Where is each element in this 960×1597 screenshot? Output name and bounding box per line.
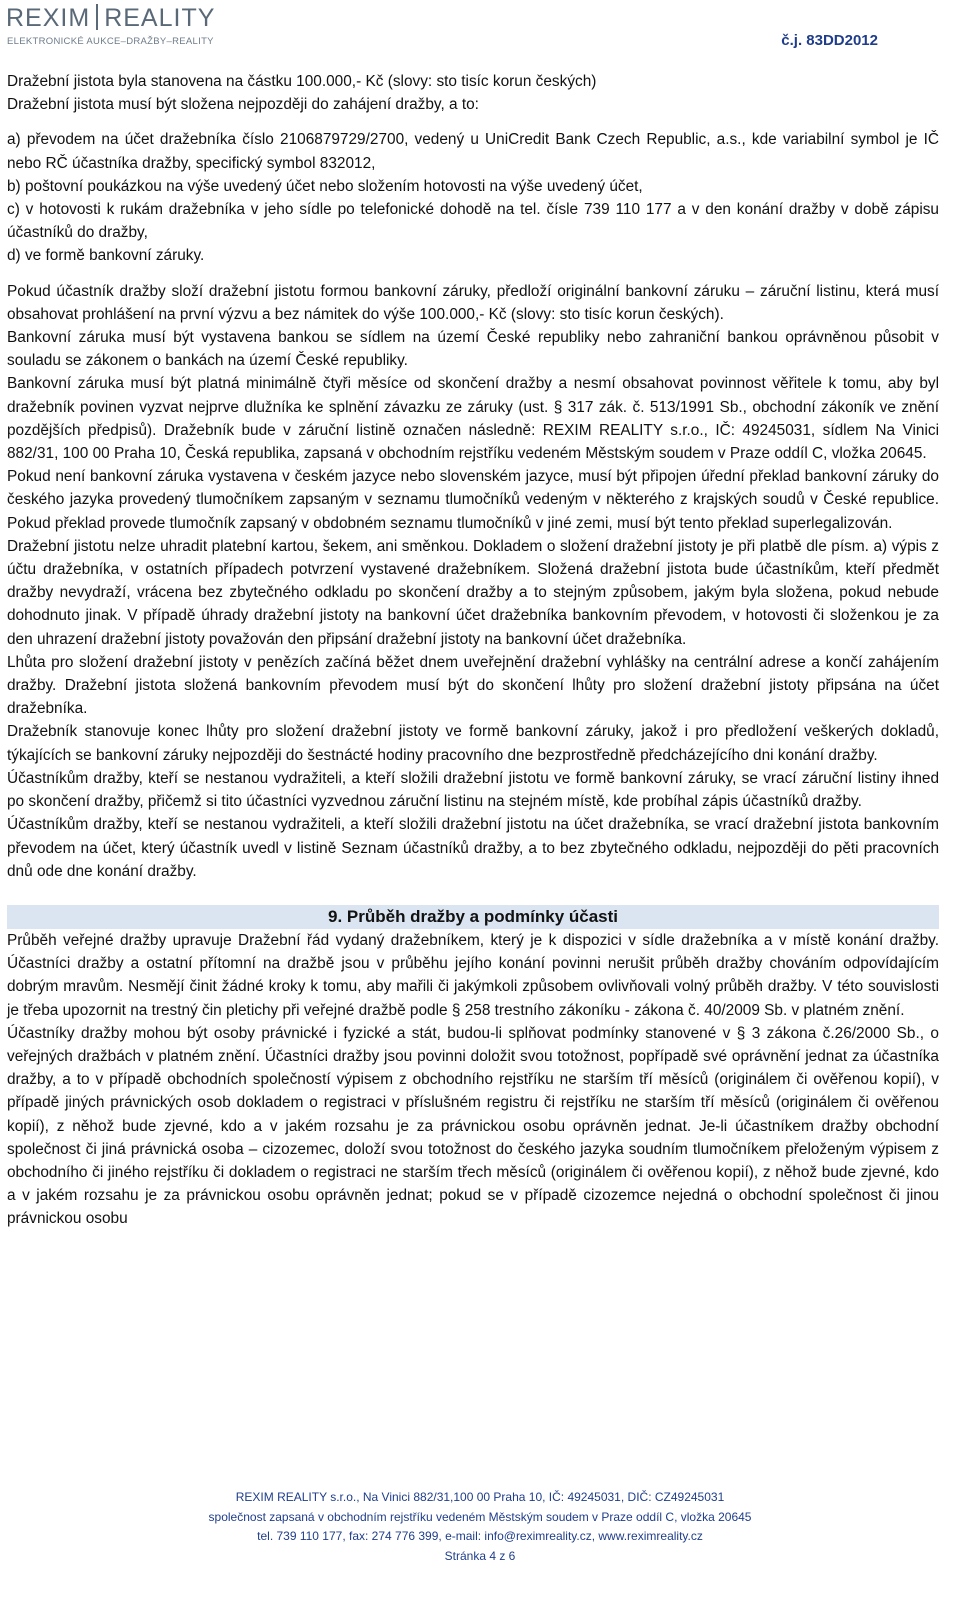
paragraph-guarantee-issuer: Bankovní záruka musí být vystavena bankou se sídlem na území České republiky nebo zahraniční bankou oprávněnou působit v souladu se zákonem o bankách na území České republiky.	[7, 329, 939, 370]
page-number: Stránka 4 z 6	[444, 1548, 516, 1563]
paragraph-deadline: Lhůta pro složení dražební jistoty v penězích začíná běžet dnem uveřejnění dražební vyhlášky na centrální adrese a končí zahájením dražby. Dražební jistota složená bankovním převodem musí být do skončení lhůty pro složení dražební jistoty připsána na účet dražebníka.	[7, 653, 939, 718]
paragraph-guarantee-return: Účastníkům dražby, kteří se nestanou vydražiteli, a kteří složili dražební jistotu ve formě bankovní záruky, se vrací záruční listiny ihned po skončení dražby, přičemž si tito účastníci vyzvednou záruční listinu na stejném místě, kde probíhal zápis účastníků dražby.	[7, 769, 939, 811]
spacer	[7, 116, 939, 128]
paragraph-auction-process: Průběh veřejné dražby upravuje Dražební řád vydaný dražebníkem, který je k dispozici v sídle dražebníka a v místě konání dražby. Účastníci dražby a ostatní přítomní na dražbě jsou v průběhu jejího konání povinni nerušit průběh dražby chováním odpovídajícím dobrým mravům. Nesmějí činit žádné kroky k tomu, aby mařili či jakýmkoli způsobem ovlivňovali volný průběh dražby. V této souvislosti je třeba upozornit na trestný čin pletichy při veřejné dražbě podle § 258 trestního zákoníku - zákona č. 40/2009 Sb. v platném znění.	[7, 931, 939, 1019]
document-body	[7, 70, 939, 1231]
page-footer	[0, 1488, 960, 1566]
section-heading: 9. Průběh dražby a podmínky účasti	[7, 905, 939, 929]
page-header	[0, 0, 960, 60]
logo-wordmark	[6, 4, 246, 33]
paragraph-deposit-return: Účastníkům dražby, kteří se nestanou vydražiteli, a kteří složili dražební jistotu na účet dražebníka, se vrací dražební jistota bankovním převodem na účet, který účastník uvedl v listině Seznam účastníků dražby, a to bez zbytečného odkladu, nejpozději do pěti pracovních dnů ode dne konání dražby.	[7, 816, 939, 880]
payment-option-d: d) ve formě bankovní záruky.	[7, 247, 205, 265]
paragraph-payment-restrictions: Dražební jistotu nelze uhradit platební kartou, šekem, ani směnkou. Dokladem o složení dražební jistoty je při platbě dle písm. a) výpis z účtu dražebníka, v ostatních případech potvrzení vystavené dražebníkem. Složená dražební jistota bude účastníkům, kteří předmět dražby nevydraží, vrácena bez zbytečného odkladu po skončení dražby a to stejným způsobem, jakým byla složena, pokud nebude dohodnuto jinak. V případě úhrady dražební jistoty na bankovní účet dražebníka bankovním převodem, v hotovosti či složenkou je za den uhrazení dražební jistoty považován den připsání dražební jistoty na bankovní účet dražebníka.	[7, 537, 939, 648]
payment-option-a: a) převodem na účet dražebníka číslo 2106879729/2700, vedený u UniCredit Bank Czech Republic, a.s., kde variabilní symbol je IČ nebo RČ účastníka dražby, specifický symbol 832012,	[7, 131, 939, 172]
paragraph-guarantee-deadline: Dražebník stanovuje konec lhůty pro složení dražební jistoty ve formě bankovní záruky, jakož i pro předložení veškerých dokladů, týkajících se bankovní záruky nejpozději do šestnácté hodiny pracovního dne bezprostředně předcházejícího dni konání dražby.	[7, 723, 939, 764]
paragraph-participants: Účastníky dražby mohou být osoby právnické i fyzické a stát, budou-li splňovat podmínky stanovené v § 3 zákona č.26/2000 Sb., o veřejných dražbách v platném znění. Účastníci dražby jsou povinni doložit svou totožnost, popřípadě své oprávnění jednat za účastníka dražby, a to v případě obchodních společností výpisem z obchodního rejstříku ne starším tří měsíců (originálem či ověřenou kopií), v případě jiných právnických osob dokladem o registraci v příslušném registru či rejstříku ne starším tří měsíců (originálem či ověřenou kopií), z něhož bude zjevné, kdo a v jakém rozsahu je za právnickou osobu oprávněn jednat. Je-li účastníkem dražby obchodní společnost či jiná právnická osoba – cizozemec, doloží svou totožnost do českého jazyka soudním tlumočníkem přeloženým výpisem z obchodního či jiného rejstříku či dokladem o registraci ne starším třech měsíců (originálem či ověřenou kopií), z něhož bude zjevné, kdo a v jakém rozsahu je za právnickou osobu oprávněn jednat; pokud se v případě cizozemce nejedná o obchodní společnost či jinou právnickou osobu	[7, 1024, 939, 1228]
paragraph-bank-guarantee: Pokud účastník dražby složí dražební jistotu formou bankovní záruky, předloží originální bankovní záruku – záruční listinu, která musí obsahovat prohlášení na první výzvu a bez námitek do výše 100.000,- Kč (slovy: sto tisíc korun českých).	[7, 282, 939, 323]
logo-divider	[96, 4, 98, 30]
paragraph-deposit-deadline: Dražební jistota musí být složena nejpozději do zahájení dražby, a to:	[7, 96, 479, 114]
footer-company: REXIM REALITY s.r.o., Na Vinici 882/31,100 00 Praha 10, IČ: 49245031, DIČ: CZ49245031	[235, 1490, 725, 1504]
rexim-reality-logo	[6, 2, 246, 50]
footer-registry: společnost zapsaná v obchodním rejstříku vedeném Městským soudem v Praze oddíl C, vložka 20645	[208, 1509, 752, 1524]
logo-brand-right: REALITY	[104, 4, 216, 32]
paragraph-guarantee-validity: Bankovní záruka musí být platná minimálně čtyři měsíce od skončení dražby a nesmí obsahovat povinnost věřitele k tomu, aby byl dražebník povinen vyzvat nejprve dlužníka ke splnění závazku ze záruky (ust. § 317 zák. č. 513/1991 Sb., obchodní zákoník ve znění pozdějších předpisů). Dražebník bude v záruční listině označen následně: REXIM REALITY s.r.o., IČ: 49245031, sídlem Na Vinici 882/31, 100 00 Praha 10, Česká republika, zapsaná v obchodním rejstříku vedeném Městským soudem v Praze oddíl C, vložka 20645.	[7, 375, 939, 463]
payment-option-c: c) v hotovosti k rukám dražebníka v jeho sídle po telefonické dohodě na tel. čísle 739 110 177 a v den konání dražby v době zápisu účastníků do dražby,	[7, 201, 939, 242]
spacer	[7, 268, 939, 280]
footer-contact: tel. 739 110 177, fax: 274 776 399, e-mail: info@reximreality.cz, www.reximreality.cz	[257, 1529, 703, 1543]
case-number: č.j. 83DD2012	[781, 32, 878, 49]
logo-subtitle: ELEKTRONICKÉ AUKCE–DRAŽBY–REALITY	[7, 36, 214, 47]
payment-option-b: b) poštovní poukázkou na výše uvedený účet nebo složením hotovosti na výše uvedený účet,	[7, 177, 643, 195]
paragraph-translation: Pokud není bankovní záruka vystavena v českém jazyce nebo slovenském jazyce, musí být připojen úřední překlad bankovní záruky do českého jazyka provedený tlumočníkem zapsaným v seznamu tlumočníků vedeným v některého z krajských soudů v České republice. Pokud překlad provede tlumočník zapsaný v obdobném seznamu tlumočníků v jiné zemi, musí být tento překlad superlegalizován.	[7, 468, 939, 532]
logo-brand-left: REXIM	[6, 4, 91, 32]
paragraph-deposit-amount: Dražební jistota byla stanovena na částku 100.000,- Kč (slovy: sto tisíc korun českých)	[7, 73, 597, 90]
